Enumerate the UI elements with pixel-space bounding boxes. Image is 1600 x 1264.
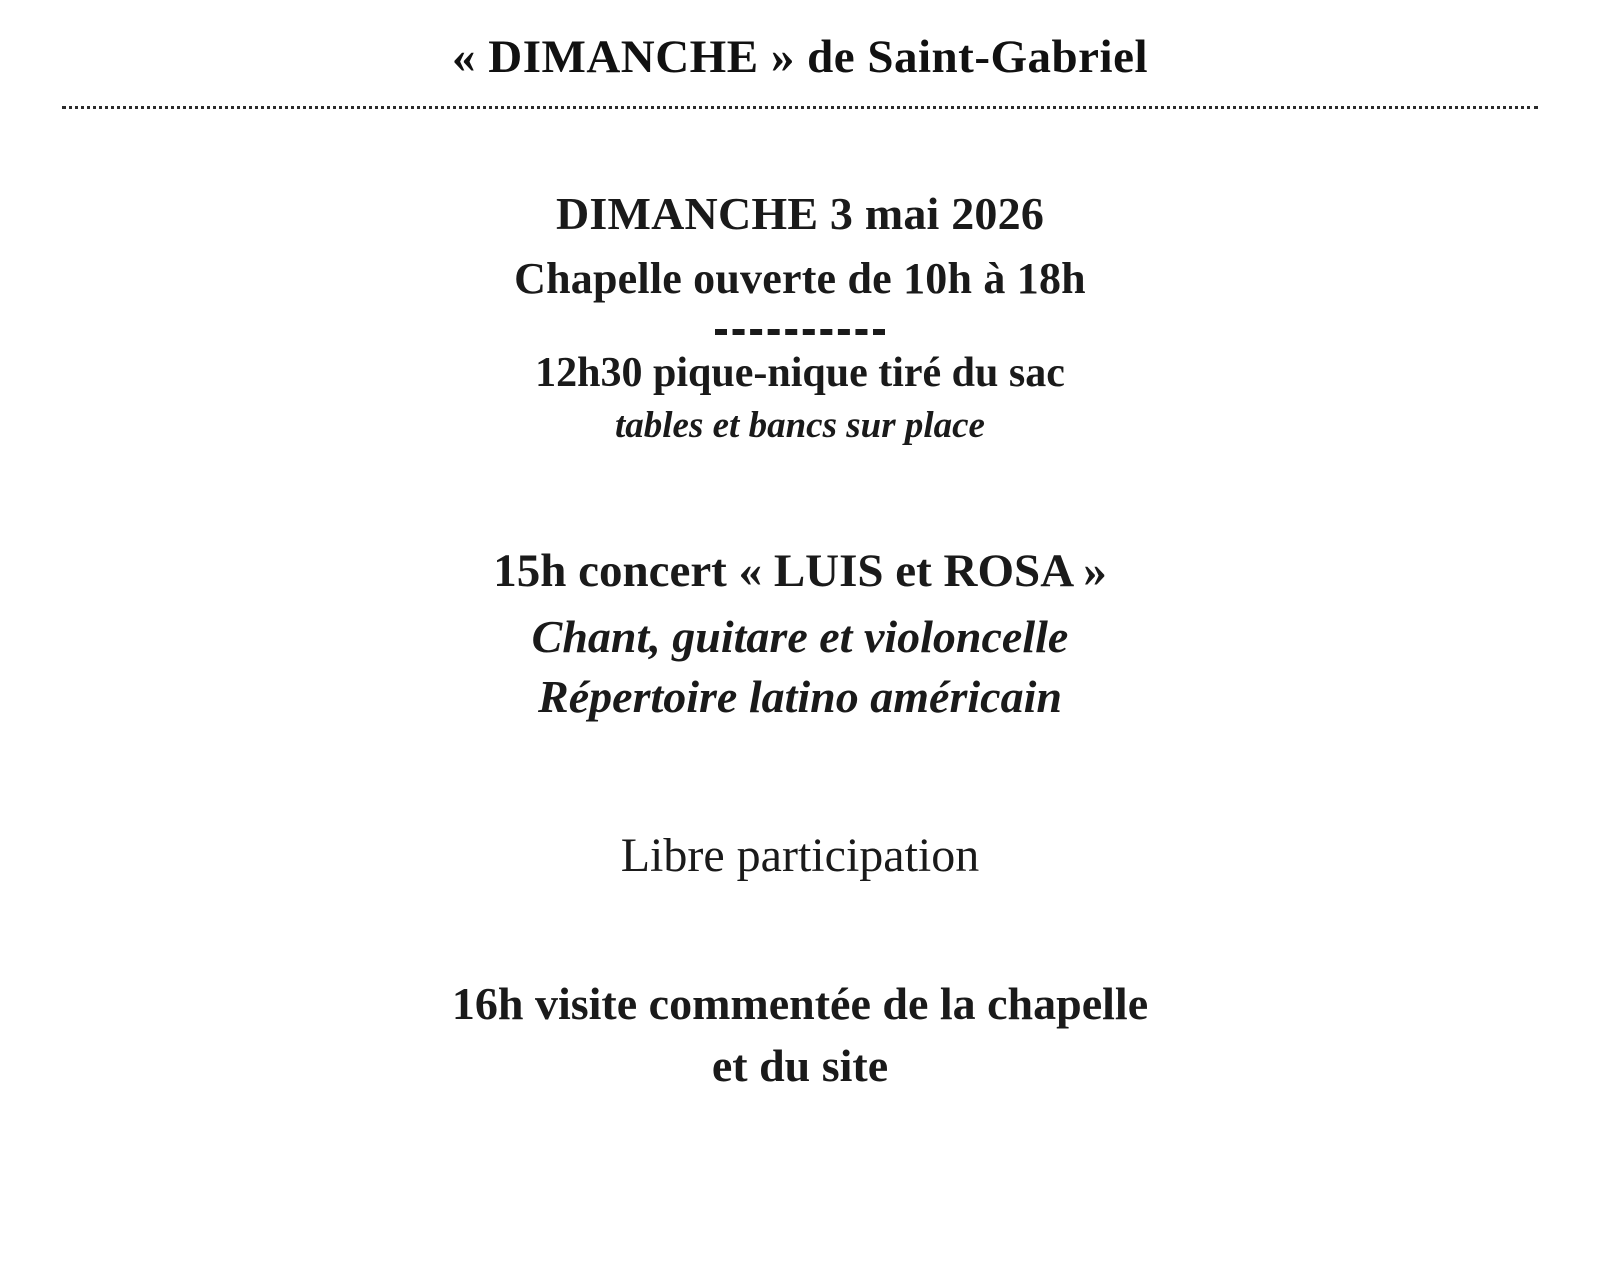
concert-section — [0, 544, 1600, 724]
concert-repertoire: Répertoire latino américain — [538, 670, 1062, 722]
schedule-section — [0, 187, 1600, 448]
page-title: « DIMANCHE » de Saint-Gabriel — [452, 31, 1148, 83]
concert-headline: 15h concert « LUIS et ROSA » — [493, 545, 1107, 598]
visit-section — [0, 977, 1600, 1094]
participation-note: Libre participation — [620, 829, 980, 883]
visit-line-1: 16h visite commentée de la chapelle — [451, 978, 1149, 1030]
visit-line-2: et du site — [711, 1040, 889, 1092]
concert-instruments: Chant, guitare et violoncelle — [531, 610, 1069, 662]
picnic-item: 12h30 pique-nique tiré du sac — [535, 349, 1065, 396]
opening-hours: Chapelle ouverte de 10h à 18h — [514, 253, 1086, 303]
event-date: DIMANCHE 3 mai 2026 — [555, 187, 1045, 239]
picnic-note: tables et bancs sur place — [615, 405, 985, 447]
header-divider — [62, 106, 1538, 109]
section-divider — [715, 329, 885, 335]
